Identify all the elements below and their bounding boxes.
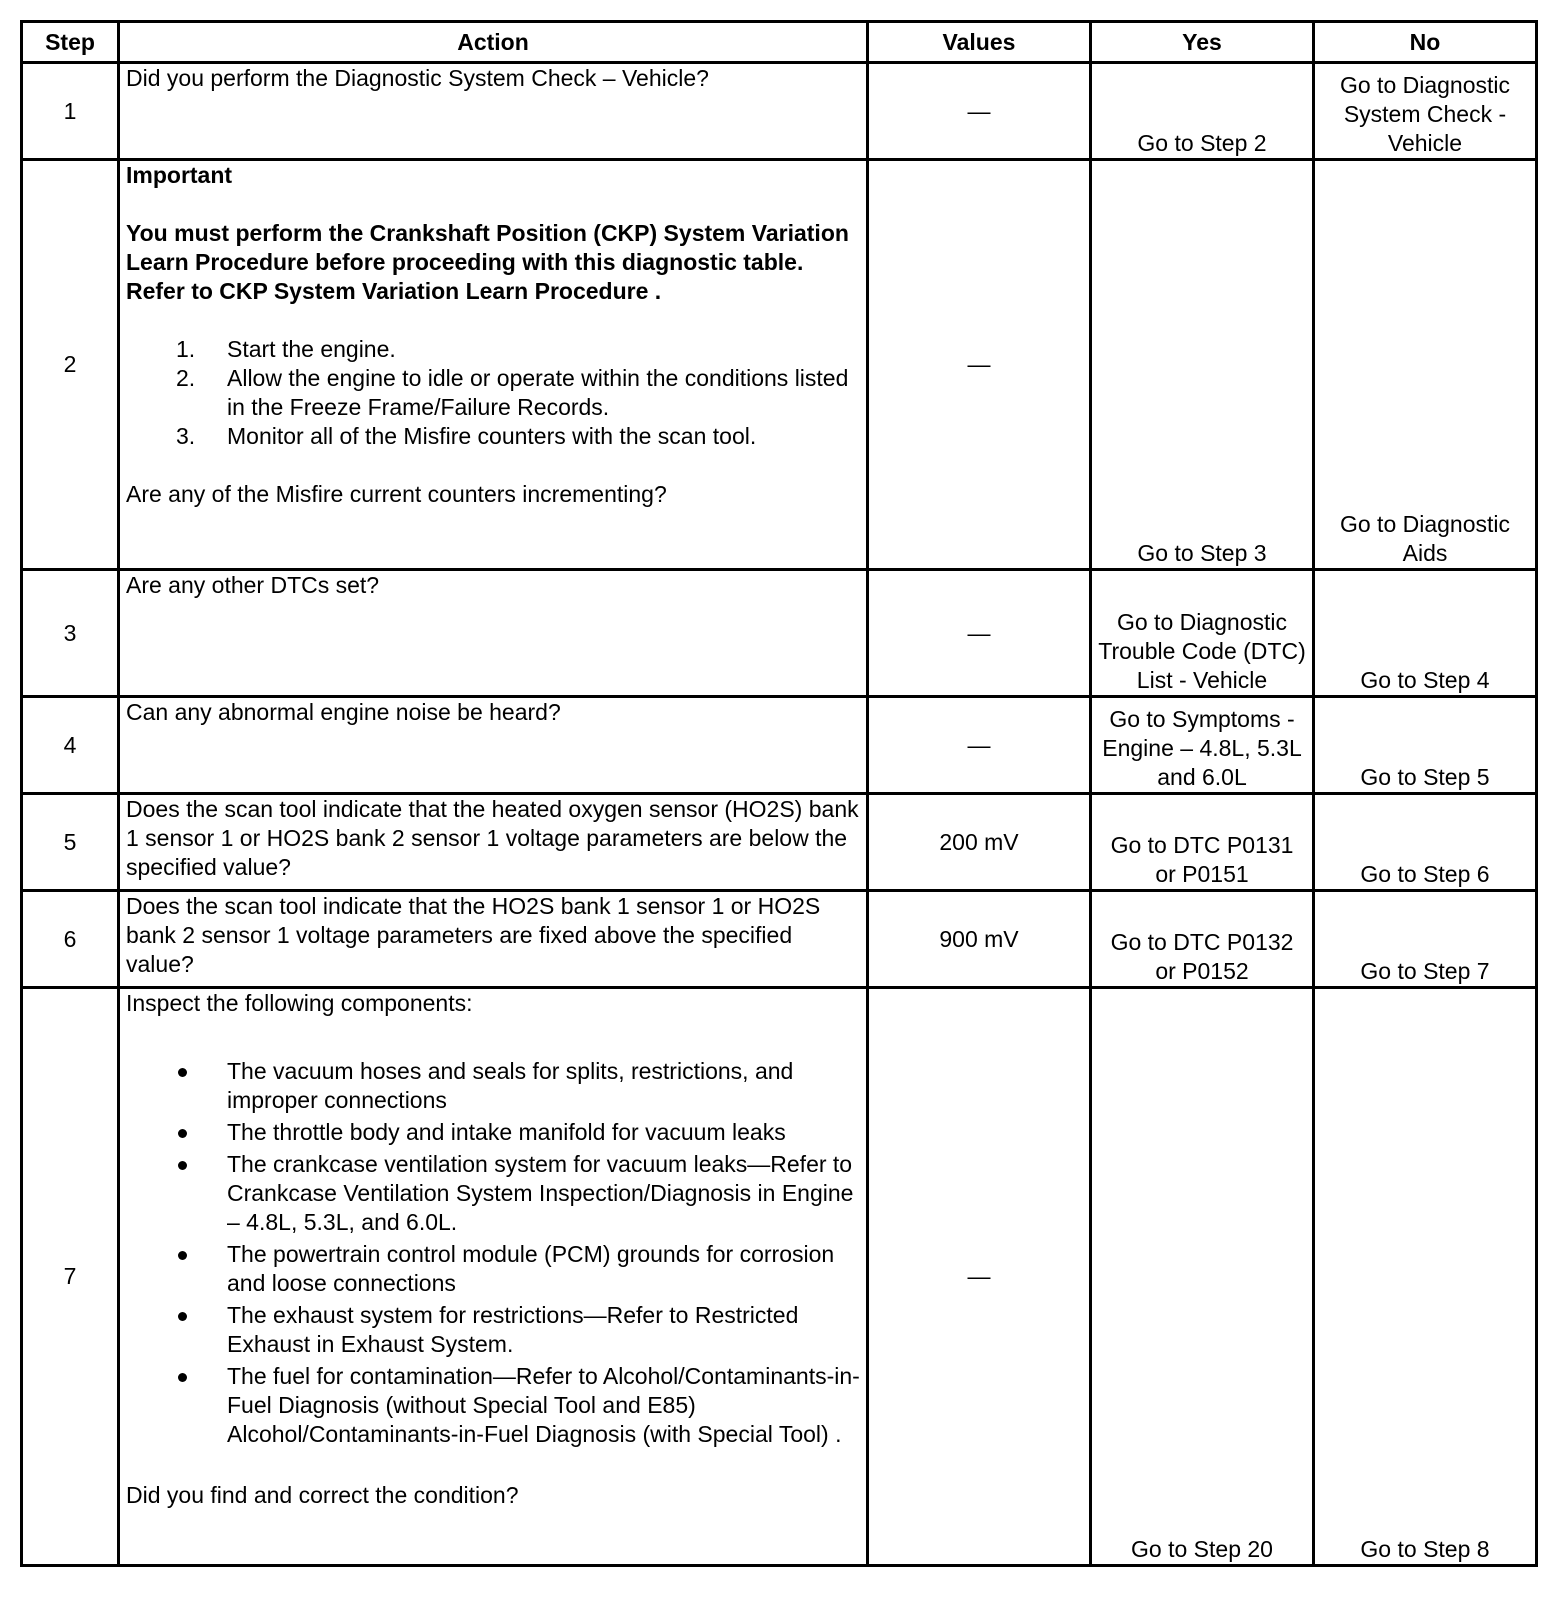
values-cell: 200 mV xyxy=(868,794,1091,891)
step-number: 2 xyxy=(22,160,119,570)
inspection-list xyxy=(126,1057,860,1449)
step-number: 1 xyxy=(22,63,119,160)
values-cell: 900 mV xyxy=(868,891,1091,988)
step-number: 7 xyxy=(22,988,119,1566)
header-values: Values xyxy=(868,22,1091,63)
table-row xyxy=(22,160,1537,570)
step-number: 5 xyxy=(22,794,119,891)
header-row xyxy=(22,22,1537,63)
list-item: The vacuum hoses and seals for splits, restrictions, and improper connections xyxy=(126,1057,860,1115)
action-text: Did you perform the Diagnostic System Check – Vehicle? xyxy=(119,63,868,160)
bullet-icon xyxy=(178,1373,187,1382)
yes-cell: Go to Step 20 xyxy=(1091,988,1314,1566)
list-item: The throttle body and intake manifold for vacuum leaks xyxy=(126,1118,860,1147)
bullet-icon xyxy=(178,1312,187,1321)
no-cell: Go to Step 8 xyxy=(1314,988,1537,1566)
values-cell: — xyxy=(868,63,1091,160)
no-cell: Go to Step 4 xyxy=(1314,570,1537,697)
table-row xyxy=(22,891,1537,988)
values-cell: — xyxy=(868,570,1091,697)
table-row xyxy=(22,570,1537,697)
yes-cell: Go to Step 3 xyxy=(1091,160,1314,570)
yes-cell: Go to Step 2 xyxy=(1091,63,1314,160)
intro-text: Inspect the following components: xyxy=(126,990,473,1016)
action-cell xyxy=(119,988,868,1566)
table-row xyxy=(22,697,1537,794)
action-text: Does the scan tool indicate that the heated oxygen sensor (HO2S) bank 1 sensor 1 or HO2S bank 2 sensor 1 voltage parameters are below the specified value? xyxy=(119,794,868,891)
values-cell: — xyxy=(868,160,1091,570)
yes-cell: Go to DTC P0132 or P0152 xyxy=(1091,891,1314,988)
no-cell: Go to Step 7 xyxy=(1314,891,1537,988)
list-item: 2. Allow the engine to idle or operate within the conditions listed in the Freeze Frame/Failure Records. xyxy=(176,365,849,420)
header-action: Action xyxy=(119,22,868,63)
important-heading: Important xyxy=(126,162,233,188)
step-number: 3 xyxy=(22,570,119,697)
list-item: The powertrain control module (PCM) grounds for corrosion and loose connections xyxy=(126,1240,860,1298)
table-header xyxy=(22,22,1537,63)
no-cell: Go to Diagnostic Aids xyxy=(1314,160,1537,570)
no-cell: Go to Diagnostic System Check - Vehicle xyxy=(1314,63,1537,160)
action-text: Does the scan tool indicate that the HO2S bank 1 sensor 1 or HO2S bank 2 sensor 1 voltage parameters are fixed above the specified value? xyxy=(119,891,868,988)
yes-cell: Go to Diagnostic Trouble Code (DTC) List - Vehicle xyxy=(1091,570,1314,697)
bullet-icon xyxy=(178,1161,187,1170)
header-yes: Yes xyxy=(1091,22,1314,63)
procedure-steps xyxy=(126,335,860,451)
question-text: Are any of the Misfire current counters incrementing? xyxy=(126,481,667,507)
bullet-icon xyxy=(178,1251,187,1260)
table-row xyxy=(22,63,1537,160)
action-text: Are any other DTCs set? xyxy=(119,570,868,697)
step-number: 6 xyxy=(22,891,119,988)
action-cell xyxy=(119,160,868,570)
action-text: Can any abnormal engine noise be heard? xyxy=(119,697,868,794)
table-row xyxy=(22,988,1537,1566)
bullet-icon xyxy=(178,1129,187,1138)
list-item: 3. Monitor all of the Misfire counters with the scan tool. xyxy=(176,423,757,449)
important-note: You must perform the Crankshaft Position (CKP) System Variation Learn Procedure before proceeding with this diagnostic table. Refer to CKP System Variation Learn Procedure . xyxy=(126,220,849,304)
yes-cell: Go to DTC P0131 or P0151 xyxy=(1091,794,1314,891)
list-item: The crankcase ventilation system for vacuum leaks—Refer to Crankcase Ventilation System Inspection/Diagnosis in Engine – 4.8L, 5.3L, and 6.0L. xyxy=(126,1150,860,1237)
table-row xyxy=(22,794,1537,891)
no-cell: Go to Step 6 xyxy=(1314,794,1537,891)
header-step: Step xyxy=(22,22,119,63)
yes-cell: Go to Symptoms - Engine – 4.8L, 5.3L and 6.0L xyxy=(1091,697,1314,794)
question-text: Did you find and correct the condition? xyxy=(126,1482,519,1508)
list-item: The exhaust system for restrictions—Refer to Restricted Exhaust in Exhaust System. xyxy=(126,1301,860,1359)
values-cell: — xyxy=(868,988,1091,1566)
bullet-icon xyxy=(178,1068,187,1077)
diagnostic-table xyxy=(20,20,1538,1567)
list-item: 1. Start the engine. xyxy=(176,336,396,362)
no-cell: Go to Step 5 xyxy=(1314,697,1537,794)
step-number: 4 xyxy=(22,697,119,794)
header-no: No xyxy=(1314,22,1537,63)
values-cell: — xyxy=(868,697,1091,794)
list-item: The fuel for contamination—Refer to Alcohol/Contaminants-in-Fuel Diagnosis (without Special Tool and E85) Alcohol/Contaminants-in-Fuel Diagnosis (with Special Tool) . xyxy=(126,1362,860,1449)
